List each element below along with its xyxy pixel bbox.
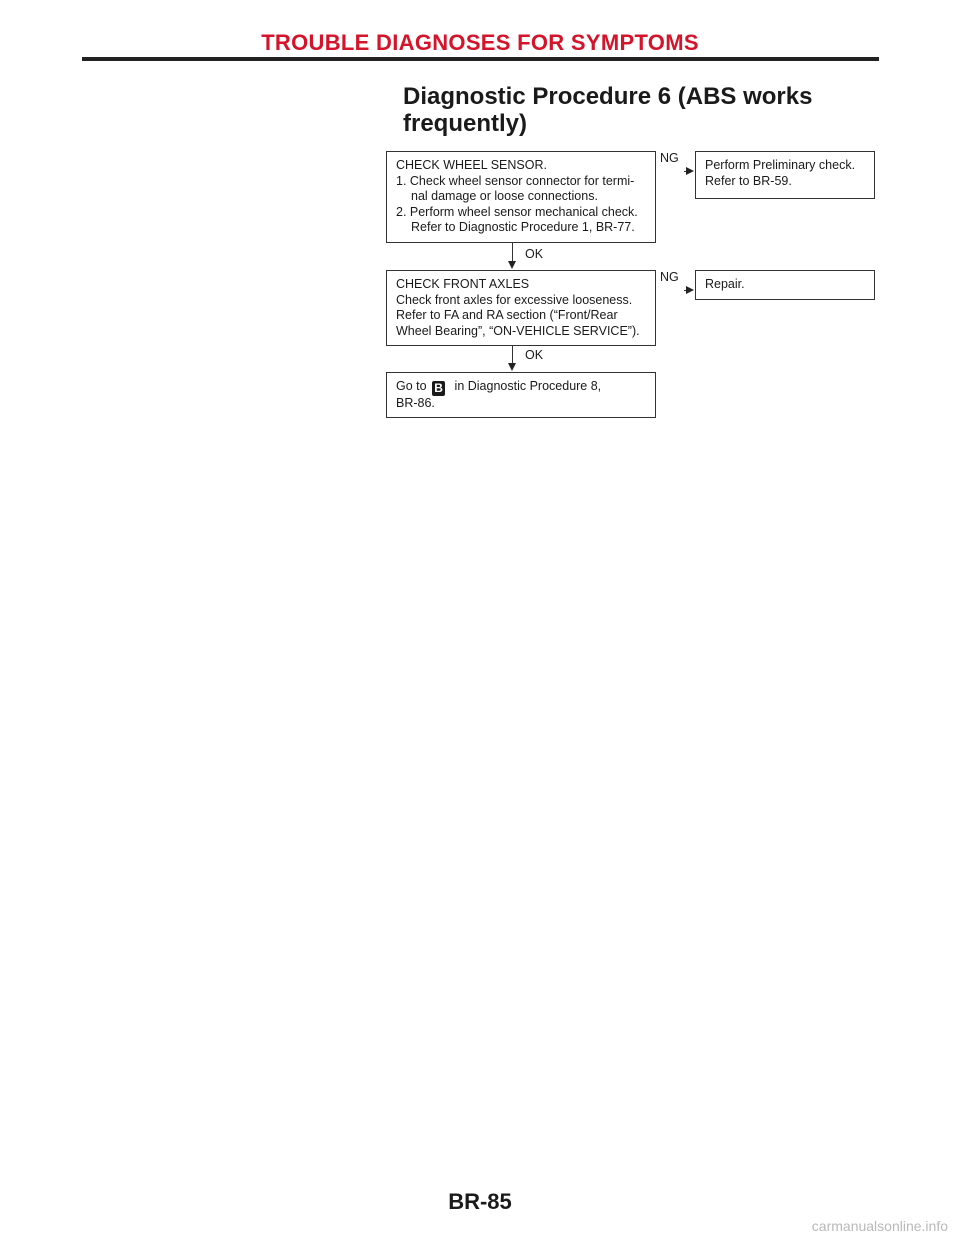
procedure-b-icon: B	[432, 381, 445, 396]
ng2-line: Repair.	[705, 277, 745, 291]
step1-line: 2. Perform wheel sensor mechanical check.	[396, 204, 638, 219]
page-number: BR-85	[448, 1189, 512, 1214]
ng1-line: Perform Preliminary check.	[705, 158, 856, 172]
step2-ng-label: NG	[660, 270, 679, 284]
step2-line: Check front axles for excessive looseness.	[396, 292, 633, 307]
step2-ok-connector	[512, 346, 513, 364]
step1-ok-label: OK	[525, 247, 544, 261]
step3-suffix: in Diagnostic Procedure 8,	[454, 379, 602, 393]
check-wheel-sensor-box	[386, 151, 656, 243]
section-header-title: TROUBLE DIAGNOSES FOR SYMPTOMS	[261, 30, 699, 55]
step2-ok-arrow-icon	[508, 363, 516, 371]
step1-ok-connector	[512, 243, 513, 262]
step2-line: Wheel Bearing”, “ON-VEHICLE SERVICE”).	[396, 323, 640, 338]
step1-ng-arrow-icon	[686, 167, 694, 175]
step2-ng-arrow-icon	[686, 286, 694, 294]
step1-line: 1. Check wheel sensor connector for termi-	[396, 173, 635, 188]
step1-line: nal damage or loose connections.	[411, 189, 598, 203]
step3-prefix: Go to	[396, 379, 427, 393]
procedure-title	[403, 83, 873, 137]
ng1-line: Refer to BR-59.	[705, 173, 792, 188]
header-divider	[82, 57, 879, 61]
step3-line1	[396, 379, 647, 396]
step1-line: CHECK WHEEL SENSOR.	[396, 158, 547, 172]
step1-ng-label: NG	[660, 151, 679, 165]
step1-line: Refer to Diagnostic Procedure 1, BR-77.	[411, 220, 635, 234]
repair-box	[695, 270, 875, 300]
check-front-axles-box	[386, 270, 656, 346]
step1-ok-arrow-icon	[508, 261, 516, 269]
step3-line2: BR-86.	[396, 396, 435, 410]
go-to-procedure-box	[386, 372, 656, 418]
procedure-title-line1: Diagnostic Procedure 6 (ABS works	[403, 83, 813, 110]
watermark: carmanualsonline.info	[811, 1218, 948, 1234]
step2-line: CHECK FRONT AXLES	[396, 277, 530, 291]
procedure-title-line2: frequently)	[403, 110, 528, 137]
step2-ok-label: OK	[525, 348, 544, 362]
step2-line: Refer to FA and RA section (“Front/Rear	[396, 308, 618, 322]
preliminary-check-box	[695, 151, 875, 199]
